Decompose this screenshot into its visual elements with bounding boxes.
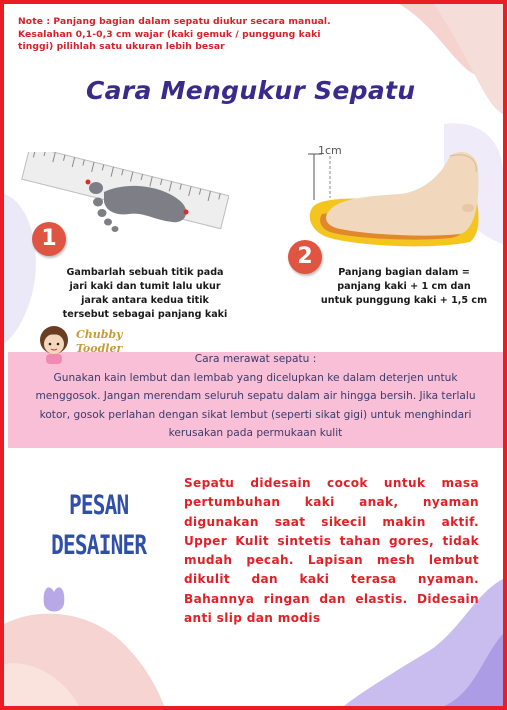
step-2-badge: 2 — [288, 240, 322, 274]
girl-mascot-icon — [34, 322, 74, 366]
care-line: kotor, gosok perlahan dengan sikat lembut (seperti sikat gigi) untuk menghindari — [39, 408, 472, 421]
ruler-label: 1cm — [318, 144, 342, 157]
brand-line1: Chubby — [76, 328, 123, 341]
caption-line: untuk punggung kaki + 1,5 cm — [320, 295, 488, 306]
designer-message: Sepatu didesain cocok untuk masa pertumbuhan kaki anak, nyaman digunakan saat sikecil makin aktif. Upper Kulit sintetis tahan gores, tidak mudah pecah. Lapisan mesh lembut dikulit dan kaki terasa nyaman. Bahannya ringan dan elastis. Didesain anti slip dan modis — [184, 476, 479, 626]
caption-line: tersebut sebagai panjang kaki — [62, 309, 228, 320]
care-heading: Cara merawat sepatu : — [194, 353, 317, 365]
measurement-note: Note : Panjang bagian dalam sepatu diukur secara manual. Kesalahan 0,1-0,3 cm wajar (kaki gemuk / punggung kaki tinggi) pilihlah satu ukuran lebih besar — [18, 16, 331, 53]
step-2-caption — [304, 266, 504, 308]
caption-line: Gambarlah sebuah titik pada — [66, 267, 224, 278]
caption-line: Panjang bagian dalam = — [338, 267, 470, 278]
heading-line: PESAN — [68, 490, 129, 521]
page-title: Cara Mengukur Sepatu — [86, 76, 416, 105]
shoe-with-foot-illustration — [300, 138, 500, 258]
brand-logo — [34, 322, 134, 366]
care-line: Gunakan kain lembut dan lembab yang dicelupkan ke dalam deterjen untuk — [53, 371, 458, 384]
care-line: menggosok. Jangan merendam seluruh sepatu dalam air hingga bersih. Jika terlalu — [35, 390, 476, 402]
brand-line2: Toodler — [76, 342, 123, 355]
caption-line: panjang kaki + 1 cm dan — [337, 281, 471, 292]
designer-message-heading — [48, 486, 149, 566]
heading-line: DESAINER — [51, 530, 147, 561]
care-line: kerusakan pada permukaan kulit — [168, 427, 343, 439]
caption-line: jarak antara kedua titik — [81, 295, 209, 306]
caption-line: jari kaki dan tumit lalu ukur — [69, 281, 221, 292]
step-1-caption — [50, 266, 240, 322]
step-1-badge: 1 — [32, 222, 66, 256]
